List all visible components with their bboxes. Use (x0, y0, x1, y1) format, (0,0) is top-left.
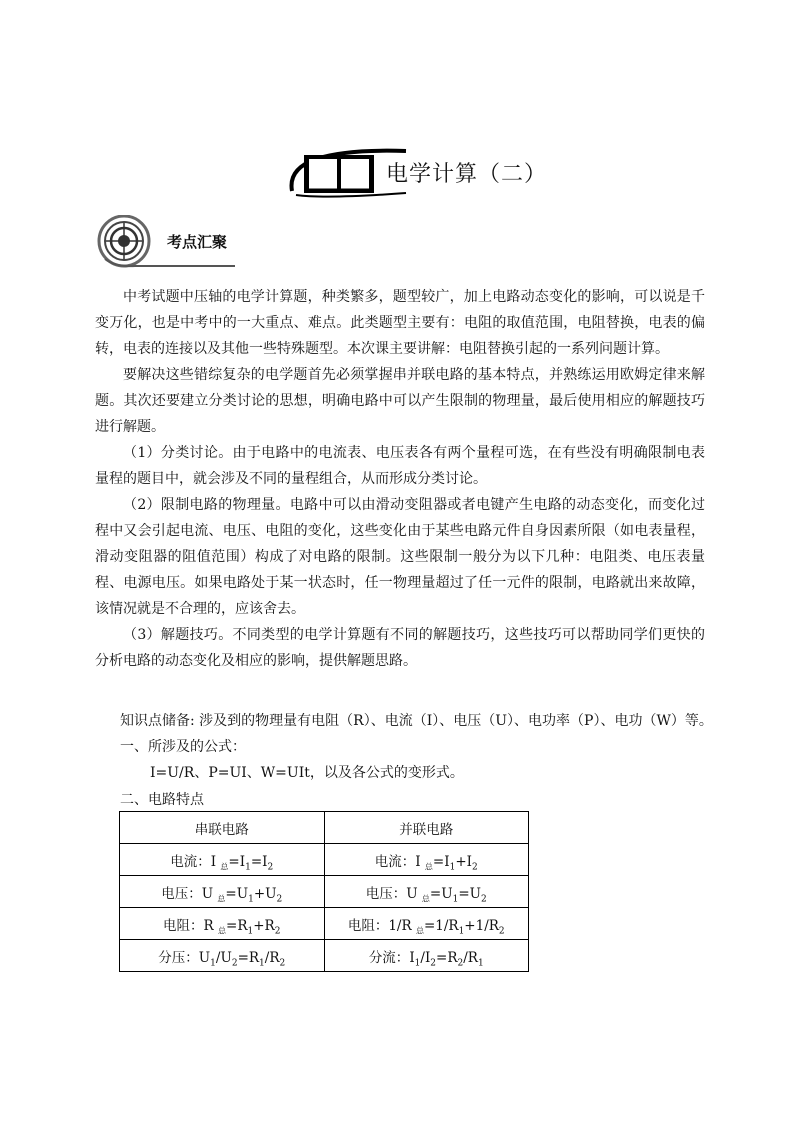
paragraph-point-3 (95, 622, 705, 674)
table-row (120, 908, 529, 940)
table-header-row (120, 812, 529, 844)
page-header (286, 143, 586, 203)
header-parallel: 并联电路 (324, 812, 529, 844)
page-title: 电学计算（二） (386, 162, 548, 187)
knowledge-intro: 知识点储备: 涉及到的物理量有电阻（R）、电流（I）、电压（U）、电功率（P）、电功（W）等。 (120, 713, 713, 729)
cell-parallel-voltage: 电压：U $_总=U_1=U_2$ (324, 876, 529, 908)
circuit-table (119, 811, 529, 972)
cell-series-current: 电流：I $_总=I_1=I_2$ (120, 844, 325, 876)
paragraph-text: 中考试题中压轴的电学计算题，种类繁多，题型较广，加上电路动态变化的影响，可以说是千变万化，也是中考中的一大重点、难点。此类题型主要有：电阻的取值范围，电阻替换，电表的偏转，电表的连接以及其他一些特殊题型。本次课主要讲解：电阻替换引起的一系列问题计算。 (95, 289, 705, 357)
table-row (120, 876, 529, 908)
cell-series-resistance: 电阻：R $_总=R_1+R_2$ (120, 908, 325, 940)
formulas-heading: 一、所涉及的公式： (120, 739, 246, 755)
cell-parallel-resistance: 电阻：1/R $_总=1/R_1+1/R_2$ (324, 908, 529, 940)
cell-series-voltage: 电压：U $_总=U_1+U_2$ (120, 876, 325, 908)
circuit-heading: 二、电路特点 (120, 792, 204, 808)
section-title: 考点汇聚 (167, 233, 228, 251)
paragraph-text: （2）限制电路的物理量。电路中可以由滑动变阻器或者电键产生电路的动态变化，而变化过程中又会引起电流、电压、电阻的变化，这些变化由于某些电路元件自身因素所限（如电表量程，滑动变阻器的阻值范围）构成了对电路的限制。这些限制一般分为以下几种：电阻类、电压表量程、电源电压。如果电路处于某一状态时，任一物理量超过了任一元件的限制，电路就出来故障，该情况就是不合理的，应该舍去。 (95, 497, 705, 617)
paragraph-intro (95, 284, 705, 362)
formulas-line: I=U/R、P=UI、W=UIt，以及各公式的变形式。 (150, 765, 464, 781)
section-header (95, 215, 245, 273)
paragraph-point-2 (95, 492, 705, 622)
cell-series-divider: 分压：$U_1/U_2=R_1/R_2$ (120, 940, 325, 972)
paragraph-text: 要解决这些错综复杂的电学题首先必须掌握串并联电路的基本特点，并熟练运用欧姆定律来解题。其次还要建立分类讨论的思想，明确电路中可以产生限制的物理量，最后使用相应的解题技巧进行解题。 (95, 367, 705, 435)
paragraph-text: （3）解题技巧。不同类型的电学计算题有不同的解题技巧，这些技巧可以帮助同学们更快的分析电路的动态变化及相应的影响，提供解题思路。 (95, 627, 705, 669)
cell-parallel-current: 电流：I $_总=I_1+I_2$ (324, 844, 529, 876)
table-row (120, 940, 529, 972)
header-series: 串联电路 (120, 812, 325, 844)
paragraph-text: （1）分类讨论。由于电路中的电流表、电压表各有两个量程可选，在有些没有明确限制电表量程的题目中，就会涉及不同的量程组合，从而形成分类讨论。 (95, 445, 705, 487)
cell-parallel-divider: 分流：$I_1/I_2=R_2/R_1$ (324, 940, 529, 972)
paragraph-point-1 (95, 440, 705, 492)
paragraph-method (95, 362, 705, 440)
table-row (120, 844, 529, 876)
